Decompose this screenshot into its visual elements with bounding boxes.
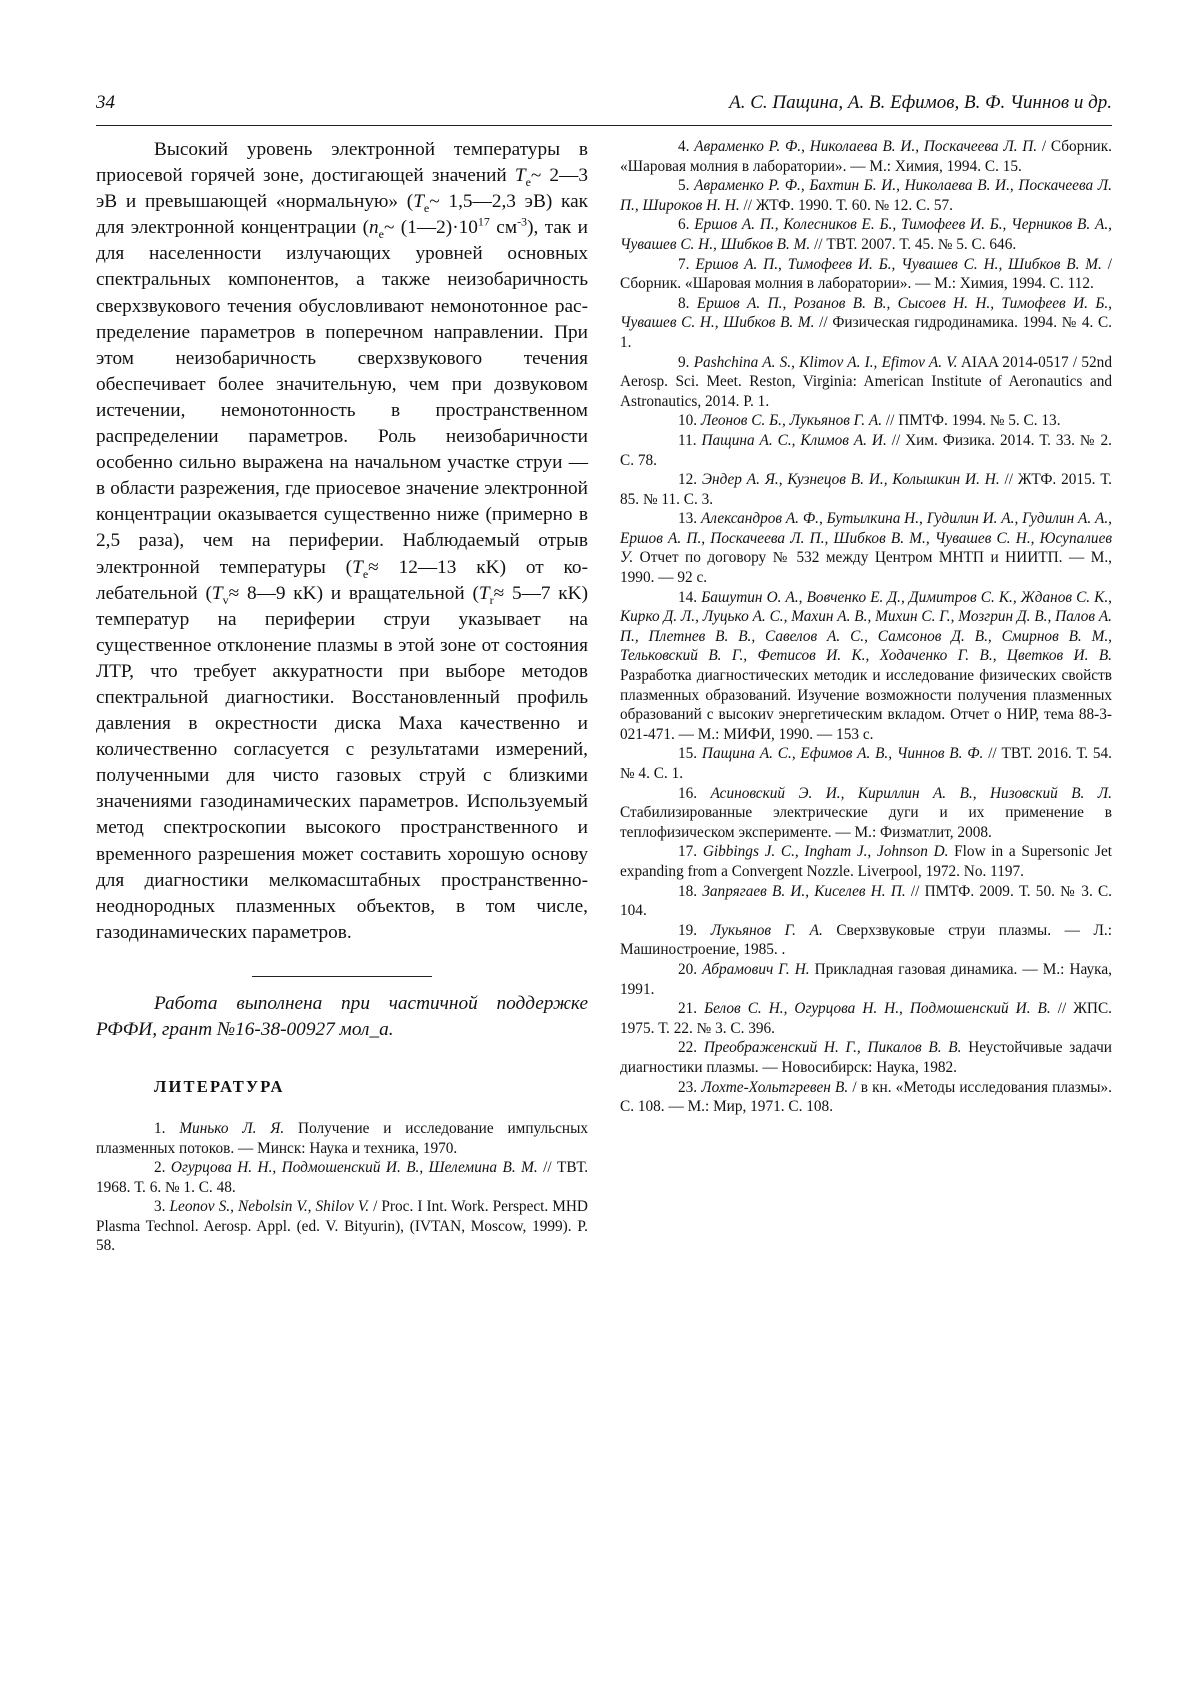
running-head: А. С. Пащина, А. В. Ефимов, В. Ф. Чиннов и др. (729, 92, 1112, 113)
reference-item: 17. Gibbings J. C., Ingham J., Johnson D. Flow in a Supersonic Jet expanding from a Convergent Nozzle. Liverpool, 1972. No. 1197. (620, 843, 1112, 880)
reference-item: 8. Ершов А. П., Розанов В. В., Сысоев Н. Н., Тимофеев И. Б., Чувашев С. Н., Шибков В. М. // Физическая гидродинамика. 1994. № 4. С. 1. (620, 294, 1112, 351)
reference-item: 1. Минько Л. Я. Получение и исследование импульсных плазменных потоков. — Минск: Наука и техника, 1970. (96, 1119, 589, 1157)
reference-item: 7. Ершов А. П., Тимофеев И. Б., Чувашев С. Н., Шибков В. М. / Сборник. «Шаровая молния в лаборатории». — М.: Химия, 1994. С. 112. (620, 255, 1113, 293)
reference-item: 3. Leonov S., Nebolsin V., Shilov V. / Proc. I Int. Work. Perspect. MHD Plasma Technol. Aerosp. Appl. (ed. V. Bityurin), (IVTAN, Moscow, 1999). P. 58. (96, 1198, 588, 1255)
reference-item: 23. Лохте-Хольтгревен В. / в кн. «Методы исследования плазмы». С. 108. — М.: Мир, 1971. С. 108. (620, 1078, 1113, 1116)
reference-item: 13. Александров А. Ф., Бутылкина Н., Гудилин И. А., Гудилин А. А., Ершов А. П., Поскачеева Л. П., Шибков В. М., Чувашев С. Н., Юсупалиев У. Отчет по договору № 532 между Центром МНТП и НИИТП. — М., 1990. — 92 с. (620, 510, 1113, 587)
page-number: 34 (96, 92, 115, 113)
reference-item: 2. Огурцова Н. Н., Подмошенский И. В., Шелемина В. М. // ТВТ. 1968. Т. 6. № 1. С. 48. (96, 1159, 589, 1196)
page-header (96, 92, 1112, 122)
reference-item: 20. Абрамович Г. Н. Прикладная газовая динамика. — М.: Наука, 1991. (620, 960, 1112, 998)
reference-item: 19. Лукьянов Г. А. Сверхзвуковые струи плазмы. — Л.: Машиностроение, 1985. . (620, 921, 1113, 959)
body-paragraph: Высокий уровень электронной температуры в приосевой горячей зоне, достигающей значений $T_e\sim$ 2—3 эВ и превышающей «нормальную» ($T_e\sim$ 1,5—2,3 эВ) как для электронной концентрации ($n_e\sim$ $(1—2)\cdot 10^{17}$ $см^{-3}$), так и для населенности излучающих уровней основных спектральных компонентов, а также неизобаричность сверхзвукового течения обусловливают немонотонное распределение параметров в поперечном направлении. При этом неизобаричность сверхзвукового течения обеспечивает более значительную, чем при дозвуковом истечении, немонотонность в пространственном распределении параметров. Роль неизобаричности особенно сильно выражена на начальном участке струи — в области разрежения, где приосевое значение электронной концентрации оказывается существенно ниже (примерно в 2,5 раза), чем на периферии. Наблюдаемый отрыв электронной температуры ($T_e\approx$ 12—13 кK) от колебательной ($T_v\approx$ 8—9 кK) и вращательной ($T_r\approx$ 5—7 кK) температур на периферии струи указывает на существенное отклонение плазмы в этой зоне от состояния ЛТР, что требует аккуратности при выборе методов спектральной диагностики. Восстановленный профиль давления в окрестности диска Маха качественно и количественно согласуется с результатами измерений, полученными для чисто газовых струй с близкими значениями газодинамических параметров. Используемый метод спектроскопии высокого пространственного и временного разрешения может составить хорошую основу для диагностики мелкомасштабных пространственно-неоднородных плазменных объектов, в том числе, газодинамических параметров. (96, 139, 589, 943)
reference-item: 16. Асиновский Э. И., Кириллин А. В., Низовский В. Л. Стабилизированные электрические дуги и их применение в теплофизическом эксперименте. — М.: Физматлит, 2008. (620, 784, 1112, 841)
reference-item: 4. Авраменко Р. Ф., Николаева В. И., Поскачеева Л. П. / Сборник. «Шаровая молния в лаборатории». — М.: Химия, 1994. С. 15. (620, 138, 1112, 175)
right-column (620, 137, 1112, 1117)
reference-item: 18. Запрягаев В. И., Киселев Н. П. // ПМТФ. 2009. Т. 50. № 3. С. 104. (620, 882, 1112, 920)
reference-item: 12. Эндер А. Я., Кузнецов В. И., Колышкин И. Н. // ЖТФ. 2015. Т. 85. № 11. С. 3. (620, 471, 1112, 508)
separator-rule (252, 976, 432, 977)
reference-item: 22. Преображенский Н. Г., Пикалов В. В. Неустойчивые задачи диагностики плазмы. — Новосибирск: Наука, 1982. (620, 1039, 1112, 1076)
header-rule (96, 125, 1112, 126)
reference-item: 9. Pashchina A. S., Klimov A. I., Efimov A. V. AIAA 2014-0517 / 52nd Aerosp. Sci. Meet. Reston, Virginia: American Institute of Aeronautics and Astronautics, 2014. P. 1. (620, 353, 1112, 410)
reference-item: 6. Ершов А. П., Колесников Е. Б., Тимофеев И. Б., Черников В. А., Чувашев С. Н., Шибков В. М. // ТВТ. 2007. Т. 45. № 5. С. 646. (620, 216, 1112, 253)
reference-item: 15. Пащина А. С., Ефимов А. В., Чиннов В. Ф. // ТВТ. 2016. Т. 54. № 4. С. 1. (620, 745, 1112, 782)
reference-item: 21. Белов С. Н., Огурцова Н. Н., Подмошенский И. В. // ЖПС. 1975. Т. 22. № 3. С. 396. (620, 1000, 1112, 1037)
reference-item: 11. Пащина А. С., Климов А. И. // Хим. Физика. 2014. Т. 33. № 2. С. 78. (620, 431, 1112, 469)
reference-item: 14. Башутин О. А., Вовченко Е. Д., Димитров С. К., Жданов С. К., Кирко Д. Л., Луцько А. С., Махин А. В., Михин С. Г., Мозгрин Д. В., Палов А. П., Плетнев В. В., Савелов А. С., Самсонов Д. В., Смирнов В. М., Тельковский В. Г., Фетисов И. К., Ходаченко Г. В., Цветков И. В. Разработка диагностических методик и исследование физических свойств плазменных образований. Изучение возможности получения плазменных образований с высокиv энергетическим вкладом. Отчет о НИР, тема 88-3-021-471. — М.: МИФИ, 1990. — 153 с. (620, 588, 1112, 743)
reference-list-right (620, 137, 1112, 1117)
left-column (96, 137, 588, 1256)
reference-list-left (96, 1119, 588, 1256)
acknowledgement: Работа выполнена при частичной поддержке РФФИ, грант №16-38-00927 мол_а. (96, 992, 588, 1040)
reference-item: 5. Авраменко Р. Ф., Бахтин Б. И., Николаева В. И., Поскачеева Л. П., Широков Н. Н. // ЖТФ. 1990. Т. 60. № 12. С. 57. (620, 177, 1112, 214)
reference-item: 10. Леонов С. Б., Лукьянов Г. А. // ПМТФ. 1994. № 5. С. 13. (678, 412, 1061, 430)
references-heading: ЛИТЕРАТУРА (154, 1076, 285, 1096)
